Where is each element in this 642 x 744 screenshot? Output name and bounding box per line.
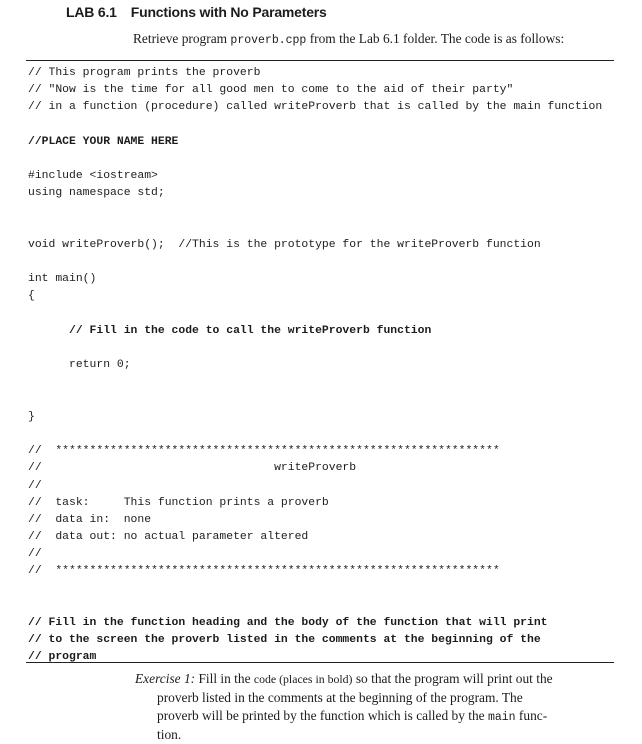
code-line: using namespace std;	[28, 187, 165, 200]
code-listing	[28, 65, 622, 667]
code-bottom-rule	[26, 662, 614, 663]
exercise-text: Fill in the	[195, 671, 254, 686]
code-line: //PLACE YOUR NAME HERE	[28, 135, 179, 148]
code-line	[28, 117, 622, 134]
code-line	[28, 392, 622, 409]
code-line: // writeProverb	[28, 462, 357, 475]
exercise-1	[135, 670, 605, 744]
exercise-text: proverb will be printed by the function which is called by the	[157, 707, 488, 723]
code-line: // program	[28, 651, 97, 664]
exercise-label: Exercise 1:	[135, 671, 196, 686]
code-line: // to the screen the proverb listed in the comments at the beginning of the	[28, 634, 541, 647]
code-line: // in a function (procedure) called writeProverb that is called by the main function	[28, 101, 603, 114]
code-line: // *****************************************************************	[28, 565, 500, 578]
exercise-text: tion.	[157, 727, 182, 743]
lab-number: LAB 6.1	[66, 4, 117, 20]
code-line	[28, 203, 622, 220]
exercise-text: proverb listed in the comments at the beginning of the program. The	[157, 689, 523, 705]
code-line	[28, 598, 622, 615]
code-line: }	[28, 410, 35, 423]
code-line: // data out: no actual parameter altered	[28, 531, 309, 544]
code-line: // Fill in the code to call the writeProverb function	[28, 324, 432, 337]
code-line: void writeProverb(); //This is the prototype for the writeProverb function	[28, 238, 541, 251]
exercise-text: code (places in bold)	[253, 672, 353, 686]
code-line: // This program prints the proverb	[28, 67, 261, 79]
lab-title: Functions with No Parameters	[130, 4, 327, 20]
code-line: {	[28, 290, 35, 303]
code-line: // Fill in the function heading and the body of the function that will print	[28, 617, 548, 629]
code-line	[28, 426, 622, 443]
exercise-text: so that the program will print out the	[352, 671, 553, 686]
intro-text-before: Retrieve program	[133, 31, 231, 46]
code-line	[28, 340, 622, 357]
code-line	[28, 306, 622, 323]
intro-filename: proverb.cpp	[230, 34, 307, 47]
code-line	[28, 254, 622, 271]
code-line: //	[28, 479, 42, 492]
code-line	[28, 151, 622, 168]
code-line: //	[28, 548, 42, 561]
code-line: // "Now is the time for all good men to come to the aid of their party"	[28, 84, 514, 97]
exercise-text: func-	[515, 707, 548, 723]
lab-heading	[66, 4, 327, 20]
code-line: #include <iostream>	[28, 170, 158, 183]
code-line: // data in: none	[28, 513, 152, 526]
code-line	[28, 220, 622, 237]
code-line	[28, 374, 622, 391]
exercise-code-main: main	[487, 710, 516, 724]
code-top-rule	[26, 60, 614, 61]
code-line: int main()	[28, 273, 97, 286]
code-line: // task: This function prints a proverb	[28, 496, 329, 509]
intro-text-after: from the Lab 6.1 folder. The code is as follows:	[306, 31, 565, 46]
code-line: return 0;	[28, 359, 131, 372]
code-line: // *****************************************************************	[28, 445, 500, 458]
intro-paragraph	[133, 31, 614, 47]
code-line	[28, 581, 622, 598]
